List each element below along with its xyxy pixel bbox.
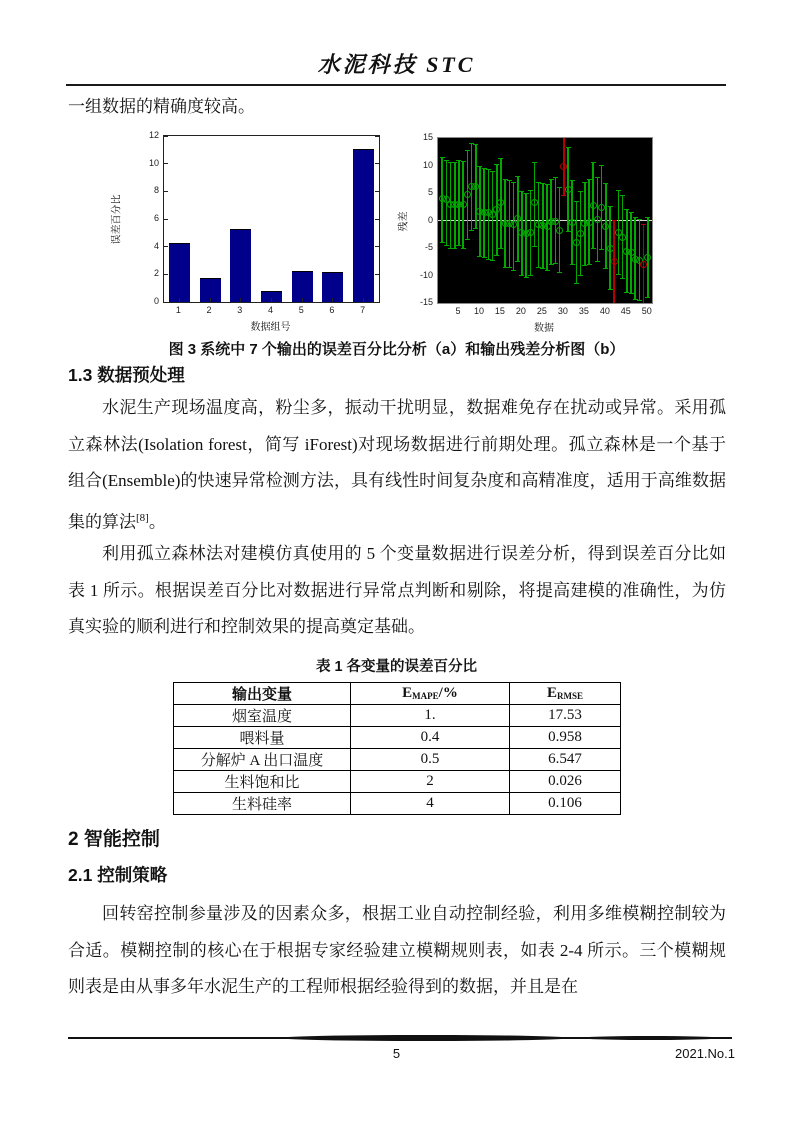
y-tick-label: 2 xyxy=(153,268,159,279)
error-bar-cap xyxy=(553,177,558,178)
error-bar-cap xyxy=(515,261,520,262)
header-rule xyxy=(66,84,726,86)
table-cell: 分解炉 A 出口温度 xyxy=(174,749,351,771)
error-bar-cap xyxy=(490,171,495,172)
x-tick-mark xyxy=(332,298,333,302)
y-tick-label: 8 xyxy=(153,185,159,196)
y-tick-mark xyxy=(375,219,379,220)
y-tick-mark xyxy=(164,246,168,247)
error-bar-cap xyxy=(599,165,604,166)
y-tick-mark xyxy=(164,136,168,137)
table-header-row xyxy=(174,683,621,705)
footer-rule-bulge xyxy=(580,1036,720,1040)
y-tick-mark xyxy=(375,163,379,164)
bar xyxy=(230,229,251,302)
error-bar-cap xyxy=(494,164,499,165)
x-tick-label: 1 xyxy=(175,305,181,315)
journal-header-title: 水泥科技 STC xyxy=(317,52,476,77)
y-tick-mark xyxy=(375,246,379,247)
header-subscript: MAPE xyxy=(412,691,439,701)
error-bar-cap xyxy=(645,297,650,298)
x-tick-label: 40 xyxy=(599,306,610,316)
table-cell: 0.106 xyxy=(510,793,621,815)
y-tick-mark xyxy=(164,219,168,220)
intro-paragraph: 一组数据的精确度较高。 xyxy=(68,97,255,116)
y-tick-label: 12 xyxy=(148,130,159,140)
y-tick-mark xyxy=(375,302,379,303)
table-cell: 生料硅率 xyxy=(174,793,351,815)
error-bar-cap xyxy=(528,190,533,191)
error-bar-cap xyxy=(545,184,550,185)
error-bar-cap xyxy=(557,187,562,188)
y-tick-label: 10 xyxy=(148,157,159,168)
error-bar-cap xyxy=(570,180,575,181)
x-tick-label: 5 xyxy=(455,306,461,316)
x-tick-label: 45 xyxy=(620,306,631,316)
header-subscript: RMSE xyxy=(557,691,584,701)
y-tick-label: 6 xyxy=(153,213,159,223)
bar xyxy=(169,243,190,302)
table-cell: 2 xyxy=(351,771,510,793)
table-cell: 生料饱和比 xyxy=(174,771,351,793)
y-tick-label: 5 xyxy=(427,187,433,197)
x-tick-label: 7 xyxy=(360,305,366,315)
error-bar-cap xyxy=(595,177,600,178)
y-axis-label: 残差 xyxy=(398,211,410,231)
figure-panel-a-bar-chart xyxy=(163,135,380,303)
paragraph-1-period: 。 xyxy=(148,512,166,532)
data-point-marker xyxy=(556,227,563,234)
table-cell: 0.5 xyxy=(351,749,510,771)
error-bar-cap xyxy=(629,212,634,213)
error-bar-cap xyxy=(645,217,650,218)
error-bar-cap xyxy=(561,195,566,196)
x-tick-mark xyxy=(363,298,364,302)
error-bar-cap xyxy=(469,230,474,231)
x-tick-label: 25 xyxy=(536,306,547,316)
table-cell: 0.958 xyxy=(510,727,621,749)
error-bar-cap xyxy=(566,147,571,148)
error-bar-cap xyxy=(498,248,503,249)
data-point-marker xyxy=(644,254,651,261)
footer-rule-bulge xyxy=(280,1035,570,1041)
y-tick-label: 0 xyxy=(153,296,159,306)
x-tick-label: 50 xyxy=(641,306,652,316)
error-bar-cap xyxy=(574,201,579,202)
error-bar-cap xyxy=(574,283,579,284)
error-bar-cap xyxy=(532,162,537,163)
error-bar-cap xyxy=(473,228,478,229)
error-bar-cap xyxy=(566,231,571,232)
x-tick-mark xyxy=(179,298,180,302)
table-cell: 喂料量 xyxy=(174,727,351,749)
x-tick-label: 3 xyxy=(237,305,243,315)
x-tick-label: 10 xyxy=(473,306,484,316)
error-bar-cap xyxy=(465,150,470,151)
error-bar-cap xyxy=(620,195,625,196)
y-tick-mark xyxy=(375,136,379,137)
x-tick-label: 5 xyxy=(298,305,304,315)
error-bar-cap xyxy=(461,248,466,249)
y-tick-mark xyxy=(164,274,168,275)
error-bar-cap xyxy=(620,278,625,279)
error-bar-cap xyxy=(591,248,596,249)
table-cell: 0.026 xyxy=(510,771,621,793)
error-bar-cap xyxy=(603,268,608,269)
error-bar-cap xyxy=(587,179,592,180)
table-1-title: 表 1 各变量的误差百分比 xyxy=(315,659,478,675)
error-bar-cap xyxy=(444,160,449,161)
figure-panel-b-residual-plot xyxy=(437,137,653,304)
table-row xyxy=(174,727,621,749)
error-bar-cap xyxy=(624,209,629,210)
x-axis-label: 数据组号 xyxy=(250,322,291,333)
bar xyxy=(353,149,374,302)
error-bar-cap xyxy=(511,270,516,271)
error-bar-cap xyxy=(553,263,558,264)
error-bar-cap xyxy=(582,265,587,266)
error-bar-cap xyxy=(490,260,495,261)
table-cell: 17.53 xyxy=(510,705,621,727)
error-bar-cap xyxy=(587,264,592,265)
x-tick-mark xyxy=(240,298,241,302)
x-tick-label: 20 xyxy=(515,306,526,316)
error-bar-cap xyxy=(465,239,470,240)
x-tick-label: 2 xyxy=(206,305,212,315)
y-tick-label: -5 xyxy=(424,242,433,252)
table-row xyxy=(174,771,621,793)
error-bar-cap xyxy=(456,245,461,246)
table-cell: 6.547 xyxy=(510,749,621,771)
error-bar-cap xyxy=(591,162,596,163)
error-bar-cap xyxy=(608,289,613,290)
x-tick-label: 6 xyxy=(329,305,335,315)
error-bar-cap xyxy=(549,264,554,265)
error-bar-cap xyxy=(498,158,503,159)
error-bar-cap xyxy=(637,219,642,220)
table-row xyxy=(174,793,621,815)
table-header-cell: ERMSE xyxy=(510,683,621,705)
paragraph-1 xyxy=(68,390,726,541)
error-bar-cap xyxy=(524,193,529,194)
x-axis-label: 数据 xyxy=(534,323,554,334)
x-tick-label: 35 xyxy=(578,306,589,316)
section-heading-2: 2 智能控制 xyxy=(68,829,160,850)
y-tick-mark xyxy=(164,191,168,192)
x-tick-label: 15 xyxy=(494,306,505,316)
y-tick-label: 15 xyxy=(422,132,433,142)
y-tick-label: -10 xyxy=(419,269,433,280)
table-header-cell: EMAPE/% xyxy=(351,683,510,705)
paragraph-3: 回转窑控制参量涉及的因素众多，根据工业自动控制经验，利用多维模糊控制较为合适。模糊控制的核心在于根据专家经验建立模糊规则表，如表 2-4 所示。三个模糊规则表是由从事多年水泥生产的工程师根据经验得到的数据，并且是在 xyxy=(68,904,726,996)
error-bar-cap xyxy=(507,267,512,268)
section-heading-2-1: 2.1 控制策略 xyxy=(68,865,168,885)
paragraph-1-text: 水泥生产现场温度高，粉尘多，振动干扰明显，数据难免存在扰动或异常。采用孤立森林法(Isolation forest，简写 iForest)对现场数据进行前期处理。孤立森林是一个基于组合(Ensemble)的快速异常检测方法，具有线性时间复杂度和高精准度，适用于高维数据集的算法 xyxy=(68,398,726,532)
table-header-cell: 输出变量 xyxy=(174,683,351,705)
citation-ref-8: [8] xyxy=(136,511,149,524)
error-bar-cap xyxy=(616,190,621,191)
table-cell: 0.4 xyxy=(351,727,510,749)
y-tick-label: 4 xyxy=(153,240,159,251)
error-bar-cap xyxy=(440,157,445,158)
x-tick-mark xyxy=(210,298,211,302)
error-bar-cap xyxy=(473,144,478,145)
y-tick-label: -15 xyxy=(419,297,433,307)
error-bar-cap xyxy=(608,206,613,207)
error-bar-cap xyxy=(595,261,600,262)
error-bar-cap xyxy=(532,246,537,247)
error-bar-cap xyxy=(616,274,621,275)
issue-label: 2021.No.1 xyxy=(675,1046,735,1061)
table-1-error-percentages xyxy=(173,682,621,815)
error-bar-cap xyxy=(603,183,608,184)
error-bar-cap xyxy=(612,220,617,221)
error-bar-cap xyxy=(578,191,583,192)
error-bar-cap xyxy=(444,245,449,246)
error-bar-cap xyxy=(511,182,516,183)
y-tick-label: 10 xyxy=(422,159,433,170)
x-tick-label: 30 xyxy=(557,306,568,316)
error-bar-cap xyxy=(440,242,445,243)
error-bar-cap xyxy=(637,300,642,301)
error-bar-cap xyxy=(524,277,529,278)
error-bar-cap xyxy=(452,162,457,163)
error-bar-cap xyxy=(578,275,583,276)
table-cell: 烟室温度 xyxy=(174,705,351,727)
y-tick-label: 0 xyxy=(427,214,433,225)
error-bar-cap xyxy=(452,248,457,249)
error-bar-cap xyxy=(582,182,587,183)
error-bar-cap xyxy=(599,249,604,250)
error-bar-cap xyxy=(461,161,466,162)
y-tick-mark xyxy=(375,191,379,192)
x-tick-mark xyxy=(271,298,272,302)
error-bar-cap xyxy=(641,224,646,225)
error-bar-cap xyxy=(549,179,554,180)
figure-3 xyxy=(0,128,793,333)
error-bar-cap xyxy=(557,272,562,273)
error-bar-cap xyxy=(515,176,520,177)
error-bar-cap xyxy=(629,293,634,294)
page-number: 5 xyxy=(392,1046,401,1061)
x-tick-mark xyxy=(302,298,303,302)
y-axis-label: 误差百分比 xyxy=(111,194,123,245)
table-cell: 4 xyxy=(351,793,510,815)
section-heading-1-3: 1.3 数据预处理 xyxy=(68,365,185,385)
y-tick-mark xyxy=(164,163,168,164)
y-tick-mark xyxy=(375,274,379,275)
table-row xyxy=(174,749,621,771)
table-row xyxy=(174,705,621,727)
table-cell: 1. xyxy=(351,705,510,727)
figure-caption: 图 3 系统中 7 个输出的误差百分比分析（a）和输出残差分析图（b） xyxy=(168,341,625,358)
paragraph-2: 利用孤立森林法对建模仿真使用的 5 个变量数据进行误差分析，得到误差百分比如表 1 所示。根据误差百分比对数据进行异常点判断和剔除，将提高建模的准确性，为仿真实验的顺利进行和控制效果的提高奠定基础。 xyxy=(68,544,726,636)
x-tick-label: 4 xyxy=(267,305,273,315)
error-bar-cap xyxy=(570,264,575,265)
error-bar-cap xyxy=(528,275,533,276)
y-tick-mark xyxy=(164,302,168,303)
error-bar-cap xyxy=(494,255,499,256)
error-bar-cap xyxy=(545,270,550,271)
